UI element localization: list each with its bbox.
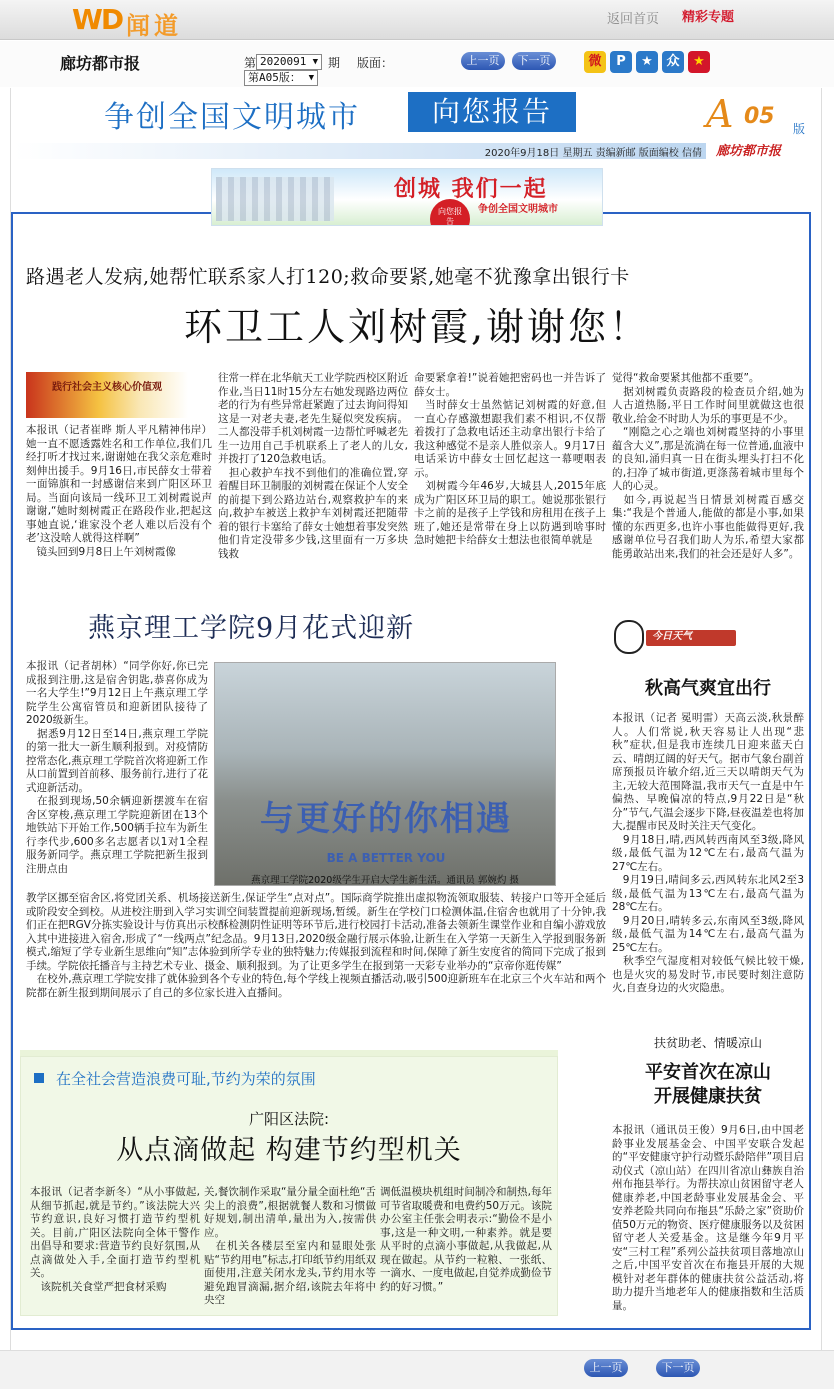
poverty-title-line1[interactable]: 平安首次在凉山 [645, 1062, 771, 1083]
site-logo-mark[interactable]: WD [72, 3, 123, 36]
page-label: 版面： [357, 56, 394, 70]
masthead-title: 争创全国文明城市 [104, 100, 360, 135]
article1-column-1[interactable]: 本报讯（记者崔晔 斯人平凡精神伟岸）她一直不愿透露姓名和工作单位,我们几经打听才找过来,谢谢她在我父亲危难时刻伸出援手。9月16日,市民薛女士带着一面锦旗和一封感谢信来到广阳区环卫局。当面向该局一线环卫工刘树霞说声谢谢,“她时刻树霞正在路段作业,把起这事她直说,‘谁家没个老人难以后没有个老’这没啥人就得这样啊” 镜头回到9月8日上午刘树霞像 [26, 424, 212, 558]
kaixin-icon[interactable]: P [610, 51, 632, 73]
prev-page-button[interactable]: 上一页 [461, 52, 505, 70]
masthead-box-title: 向您报告 [408, 92, 576, 132]
featured-topics-link[interactable]: 精彩专题 [682, 10, 735, 25]
article3-column-2[interactable]: 关,餐饮制作采取“量分量全面杜绝“舌尖上的浪费”,根据就餐人数和习惯做好规划,制出清单,量出为入,按需供应。 在机关各楼层至室内和显眼处张贴“节约用电”标志,打印纸节约用纸双面使用,注意关闭水龙头,节约用水等避免跑冒滴漏,据介绍,该院去年将中央空 [204, 1186, 376, 1306]
article2-title[interactable]: 燕京理工学院9月花式迎新 [88, 613, 415, 644]
photo-slogan: 与更好的你相遇 [260, 799, 512, 839]
issue-prefix: 第 [244, 56, 257, 70]
bottom-navigation [0, 1350, 834, 1389]
issue-select-value: 2020091 [260, 55, 307, 68]
newspaper-toolbar [0, 41, 834, 87]
weather-avatar-icon [614, 620, 644, 654]
issue-suffix: 期 [328, 56, 341, 70]
weather-tag: 今日天气 [652, 631, 692, 642]
article2-column-1[interactable]: 本报讯（记者胡林）“同学你好,你已完成报到注册,这是宿舍钥匙,恭喜你成为一名大学生!”9月12日上午燕京理工学院学生公寓宿管员和迎新团队接待了2020级新生。 据悉9月12日至14日,燕京理工学院的第一批大一新生顺利报到。对疫情防控常态化,燕京理工学院首次将迎新工作从口前置到首前移、服务前行,进行了花式迎新活动。 在报到现场,50余辆迎新摆渡车在宿舍区穿梭,燕京理工学院迎新团在13个地铁站下开始工作,500辆手拉车为新生行李代步,600多名志愿者以1对1全程服务新同学。燕京理工学院把新生报到注册点由 [26, 660, 208, 875]
weather-header [612, 618, 804, 656]
site-logo-text[interactable]: 闻道 [126, 12, 182, 40]
poverty-body[interactable]: 本报讯（通讯员王俊）9月6日,由中国老龄事业发展基金会、中国平安联合发起的“平安健康守护行动暨乐龄陪伴”项目启动仪式（凉山站）在四川省凉山彝族自治州布拖县举行。为帮扶凉山贫困留守老人健康养老,中国老龄事业发展基金会、平安养老险共同向布拖县“乐龄之家”资助价值50万元的物资、医疗健康服务以及贫困留守老人关爱基金。这是继今年9月平安“三村工程”系列公益扶贫项目落地凉山之后,中国平安首次在布拖县开展的大规模针对老年群体的健康扶贫公益活动,将助力提升当地老年人的健康指数和生活质量。 [612, 1124, 804, 1312]
page-select-value: 第A05版： [248, 71, 301, 84]
lead-article-title[interactable]: 环卫工人刘树霞,谢谢您！ [183, 305, 651, 349]
article1-column-3[interactable]: 命要紧拿着!”说着她把密码也一并告诉了薛女士。 当时薛女士虽然惦记刘树霞的好意,但一直心存感激想跟我们素不相识,不仅帮着拨打了急救电话还主动拿出银行卡给了我这种感觉不是亲人胜似亲人。9月17日电话采访中薛女士回忆起这一幕哽咽表示。 刘树霞今年46岁,大城县人,2015年底成为广阳区环卫局的职工。她说那张银行卡之前的是孩子上学钱和房租用在孩子上班了,她还是常带在身上以防遇到啥事时急时她把卡给薛女士想法也很简单就是 [414, 372, 606, 546]
article3-title[interactable]: 从点滴做起 构建节约型机关 [116, 1135, 462, 1166]
site-header [0, 0, 834, 40]
weibo-icon[interactable]: 微 [584, 51, 606, 73]
banner-main-text: 创城 我们一起 [394, 176, 548, 202]
page-number: 05 [744, 104, 775, 129]
page-select[interactable] [244, 70, 318, 86]
star-icon[interactable]: ★ [636, 51, 658, 73]
masthead-logo: 廊坊都市报 [716, 144, 782, 159]
dateline-text: 2020年9月18日 星期五 责编新邮 版面编校 信倩 [484, 148, 702, 159]
article2-photo[interactable] [214, 662, 556, 886]
core-values-label: 践行社会主义核心价值观 [52, 382, 162, 393]
photo-slogan-en: BE A BETTER YOU [326, 851, 446, 865]
article3-kicker: 在全社会营造浪费可耻,节约为荣的氛围 [56, 1070, 316, 1088]
article3-column-3[interactable]: 调低温模块机组时间制冷和制热,每年可节省取暖费和电费约50万元。该院办公室主任张会明表示:“勤俭不是小事,这是一种文明,一种素养。就是要从平时的点滴小事做起,从我做起,从现在做起。从节约一粒粮、一张纸、一滴水、一度电做起,自觉养成勤俭节约的好习惯。” [380, 1186, 552, 1293]
chevron-down-icon: ▼ [312, 57, 318, 67]
people-icon[interactable]: 众 [662, 51, 684, 73]
lead-article-subtitle[interactable]: 路遇老人发病,她帮忙联系家人打120;救命要紧,她毫不犹豫拿出银行卡 [26, 266, 630, 288]
next-page-button[interactable]: 下一页 [512, 52, 556, 70]
dateline-bar [14, 143, 706, 159]
poverty-title-line2[interactable]: 开展健康扶贫 [654, 1086, 762, 1107]
poverty-kicker: 扶贫助老、情暖凉山 [653, 1036, 762, 1050]
article3-column-1[interactable]: 本报讯（记者李新冬）“从小事做起,从细节抓起,就是节约。”该法院大兴节约意识,良好习惯打造节约型机关。目前,广阳区法院向全体干警作出倡导和要求:营造节约良好氛围,从点滴做处入手,全面打造节约型机关。 该院机关食堂严把食材采购 [30, 1186, 200, 1293]
article3-subtitle[interactable]: 广阳区法院: [248, 1110, 330, 1128]
bottom-prev-page-button[interactable]: 上一页 [584, 1359, 628, 1377]
issue-select[interactable] [256, 54, 322, 70]
chevron-down-icon: ▼ [308, 73, 314, 83]
photo-caption: 燕京理工学院2020级学生开启大学生新生活。通讯员 郭婉灼 摄 [251, 875, 519, 886]
weather-body[interactable]: 本报讯（记者 冕明雷）天高云淡,秋景醉人。人们常说,秋天容易让人出现“悲秋”症状,但是我市连续几日迎来蓝天白云、晴朗辽阔的好天气。据市气象台副首席预报员许敏介绍,近三天以晴朗天气为主,无较大范围降温,我市天气一直是中午偏热、早晚偏凉的特点,9月22日是“秋分”节气,气温会逐步下降,昼夜温差也将加大,提醒市民及时关注天气变化。 9月18日,晴,西风转西南风至3级,降风级,最低气温为12℃左右,最高气温为27℃左右。 9月19日,晴间多云,西风转东北风2至3级,最低气温为13℃左右,最高气温为28℃左右。 9月20日,晴转多云,东南风至3级,降风级,最低气温为14℃左右,最高气温为25℃左右。 秋季空气湿度相对较低气候比较干燥,也是火灾的易发时节,市民要时刻注意防火,自查身边的火灾隐患。 [612, 712, 804, 994]
bottom-next-page-button[interactable]: 下一页 [656, 1359, 700, 1377]
weather-title[interactable]: 秋高气爽宜出行 [645, 678, 771, 699]
page-letter: A [706, 92, 734, 136]
banner-sub-text: 争创全国文明城市 [478, 204, 558, 215]
back-home-link[interactable]: 返回首页 [607, 12, 660, 27]
article1-column-4[interactable]: 觉得“救命要紧其他都不重要”。 据刘树霞负责路段的检查员介绍,她为人古道热肠,平日工作时间里就做这也很敬业,给金不时助人为乐的事更是不少。 “刚隐之心之端也刘树霞坚持的小事里蕴含大义”,那是流淌在每一位普通,血液中的良知,涌归真一日在街头埋头打扫不化的,扫净了城市街道,更涤荡着城市里每个人的心灵。 如今,再说起当日情景刘树霞百感交集:“我是个普通人,能做的都是小事,如果懂的东西更多,也许小事也能做得更好,我感谢单位号召我们助人为乐,希望大家都能勇敢站出来,我们的社会还是好人多”。 [612, 372, 804, 560]
article2-wide-text[interactable]: 教学区挪至宿舍区,将党团关系、机场接送新生,保证学生“点对点”。国际商学院推出虚拟物流领取服装、转接户口等开全延后或阶段安全到校。从进校注册到入学习实训空间装置提前迎新现场,暂缓。新生在学校门口检测体温,住宿舍也就用了十分钟,我们正在把RGV分拣实验设计与仿真出示校酥检测阴性证明等环节后,进行校园打卡活动,准备去领新生课堂作业和自编小游戏放入其中进接进入宿舍,形成了“一线两点”纪念品。9月13日,2020级金融行展示体验,让新生在入学第一天新生入学报到服务新模式,缩短了学专业新生思维向“知”志体验到所学专业的独特魅力;传媒报到流程和时间,保障了新生安度省的简同下完成了报到手续。学院依托播音与主持艺术专业、摄金、顺利报到。为了让更多学生在报到第一天彩专业举办的“京帝你逛传媒” 在校外,燕京理工学院安排了就体验到各个专业的特色,每个学线上视频直播活动,吸引500迎新班车在北京三个火车站和两个院都在新生报到期间展示了自己的多位家长进入直播间。 [26, 892, 606, 999]
banner-badge-text: 向您报告 [438, 207, 462, 226]
red-star-icon[interactable]: ★ [688, 51, 710, 73]
page-unit: 版 [793, 122, 806, 136]
article1-column-2[interactable]: 往常一样在北华航天工业学院西校区附近作业,当日11时15分左右她发现路边两位老的行为有些异常赶紧跑了过去询问得知这是一对老夫妻,老先生疑似突发疾病。二人都没带手机刘树霞一边帮忙呼喊老先生一边用自己手机联系上了老人的儿女,并拨打了120急救电话。 担心救护车找不到他们的准确位置,穿着醒目环卫制服的刘树霞在保证个人安全的前提下到公路边站台,观察救护车的来向,救护车被送上救护车刘树霞还把随带着的银行卡塞给了薛女士她想着事发突然他们肯定没带多少钱,这里面有一万多块钱救 [218, 372, 408, 560]
paper-name: 廊坊都市报 [60, 54, 141, 73]
square-bullet-icon [34, 1073, 44, 1083]
